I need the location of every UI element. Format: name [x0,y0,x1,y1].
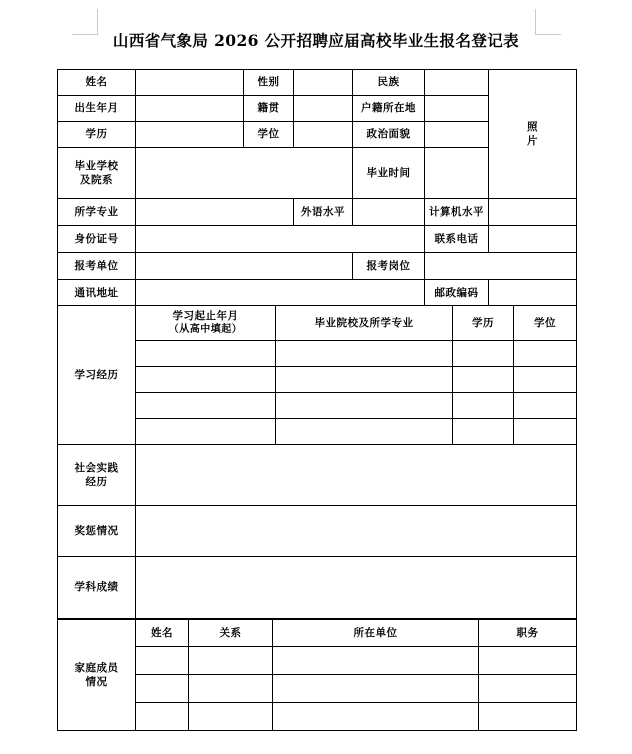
label-gender: 性别 [244,70,294,96]
family-cell-name[interactable] [136,647,189,675]
field-major[interactable] [136,199,294,226]
label-id-number: 身份证号 [58,226,136,253]
family-header-relation: 关系 [189,620,273,647]
study-cell-school-major[interactable] [276,367,453,393]
photo-placeholder[interactable] [489,70,577,199]
label-household-location: 户籍所在地 [353,96,425,122]
family-header-row [58,620,577,647]
study-header-school-major: 毕业院校及所学专业 [276,306,453,341]
label-postal-code: 邮政编码 [425,280,489,307]
study-cell-degree[interactable] [514,393,577,419]
study-cell-period[interactable] [136,367,276,393]
family-members-table [57,619,577,731]
label-subject-grades: 学科成绩 [58,557,136,619]
label-name: 姓名 [58,70,136,96]
study-cell-period[interactable] [136,341,276,367]
study-header-row [58,306,577,341]
label-study-experience: 学习经历 [58,306,136,445]
label-graduation-time: 毕业时间 [353,148,425,199]
field-subject-grades[interactable] [136,557,577,619]
family-cell-relation[interactable] [189,647,273,675]
document-title: 山西省气象局 2026 公开招聘应届高校毕业生报名登记表 [112,31,520,50]
narrative-sections-table [57,444,577,619]
label-degree: 学位 [244,122,294,148]
study-header-period-line1: 学习起止年月 [172,310,239,323]
field-gender[interactable] [294,70,353,96]
field-birth-date[interactable] [136,96,244,122]
field-mailing-address[interactable] [136,280,425,307]
field-social-practice[interactable] [136,445,577,506]
study-cell-degree[interactable] [514,367,577,393]
field-native-place[interactable] [294,96,353,122]
family-cell-unit[interactable] [273,647,479,675]
label-foreign-language-level: 外语水平 [294,199,353,226]
label-major: 所学专业 [58,199,136,226]
field-political-status[interactable] [425,122,489,148]
label-ethnicity: 民族 [353,70,425,96]
study-experience-table [57,305,577,445]
row-name-gender-ethnicity [58,70,577,96]
family-cell-unit[interactable] [273,675,479,703]
row-id-phone [58,226,577,253]
photo-label-line2: 片 [527,135,538,147]
study-cell-school-major[interactable] [276,419,453,445]
row-major-language-computer [58,199,577,226]
label-family-members-line2: 情况 [85,676,108,688]
label-political-status: 政治面貌 [353,122,425,148]
label-graduation-school-line2: 及院系 [80,174,113,186]
label-applied-unit: 报考单位 [58,253,136,280]
field-postal-code[interactable] [489,280,577,307]
family-cell-relation[interactable] [189,675,273,703]
study-header-education: 学历 [453,306,514,341]
study-cell-period[interactable] [136,419,276,445]
family-cell-unit[interactable] [273,703,479,731]
family-cell-relation[interactable] [189,703,273,731]
row-subject-grades [58,557,577,619]
label-family-members [58,620,136,731]
field-graduation-time[interactable] [425,148,489,199]
label-native-place: 籍贯 [244,96,294,122]
field-phone[interactable] [489,226,577,253]
field-computer-level[interactable] [489,199,577,226]
field-applied-unit[interactable] [136,253,353,280]
field-name[interactable] [136,70,244,96]
label-social-practice-line2: 经历 [85,476,108,488]
field-foreign-language-level[interactable] [353,199,425,226]
field-household-location[interactable] [425,96,489,122]
family-table-row [58,703,577,731]
field-ethnicity[interactable] [425,70,489,96]
family-cell-position[interactable] [479,703,577,731]
family-table-row [58,675,577,703]
family-cell-name[interactable] [136,675,189,703]
study-header-period-line2: （从高中填起） [168,324,243,336]
label-graduation-school [58,148,136,199]
study-header-degree: 学位 [514,306,577,341]
field-degree[interactable] [294,122,353,148]
label-computer-level: 计算机水平 [425,199,489,226]
label-social-practice-line1: 社会实践 [74,461,119,474]
family-cell-position[interactable] [479,647,577,675]
field-rewards-punishments[interactable] [136,506,577,557]
label-phone: 联系电话 [425,226,489,253]
study-table-row [58,367,577,393]
label-education: 学历 [58,122,136,148]
study-cell-education[interactable] [453,341,514,367]
family-table-row [58,647,577,675]
label-graduation-school-line1: 毕业学校 [74,159,119,172]
family-header-unit: 所在单位 [273,620,479,647]
label-social-practice [58,445,136,506]
study-cell-education[interactable] [453,393,514,419]
label-applied-position: 报考岗位 [353,253,425,280]
label-rewards-punishments: 奖惩情况 [58,506,136,557]
photo-label-line1: 照 [527,120,538,133]
label-family-members-line1: 家庭成员 [74,661,119,674]
row-address-postal [58,280,577,307]
family-cell-position[interactable] [479,675,577,703]
study-cell-degree[interactable] [514,419,577,445]
field-graduation-school[interactable] [136,148,353,199]
row-rewards-punishments [58,506,577,557]
study-table-row [58,341,577,367]
family-header-name: 姓名 [136,620,189,647]
field-applied-position[interactable] [425,253,577,280]
family-cell-name[interactable] [136,703,189,731]
study-cell-education[interactable] [453,367,514,393]
row-applied-unit-position [58,253,577,280]
row-social-practice [58,445,577,506]
study-cell-school-major[interactable] [276,393,453,419]
field-id-number[interactable] [136,226,425,253]
registration-form-table [57,69,577,307]
study-cell-period[interactable] [136,393,276,419]
family-header-position: 职务 [479,620,577,647]
label-birth-date: 出生年月 [58,96,136,122]
study-table-row [58,419,577,445]
label-mailing-address: 通讯地址 [58,280,136,307]
field-education[interactable] [136,122,244,148]
study-cell-school-major[interactable] [276,341,453,367]
study-header-period [136,306,276,341]
study-table-row [58,393,577,419]
study-cell-education[interactable] [453,419,514,445]
study-cell-degree[interactable] [514,341,577,367]
